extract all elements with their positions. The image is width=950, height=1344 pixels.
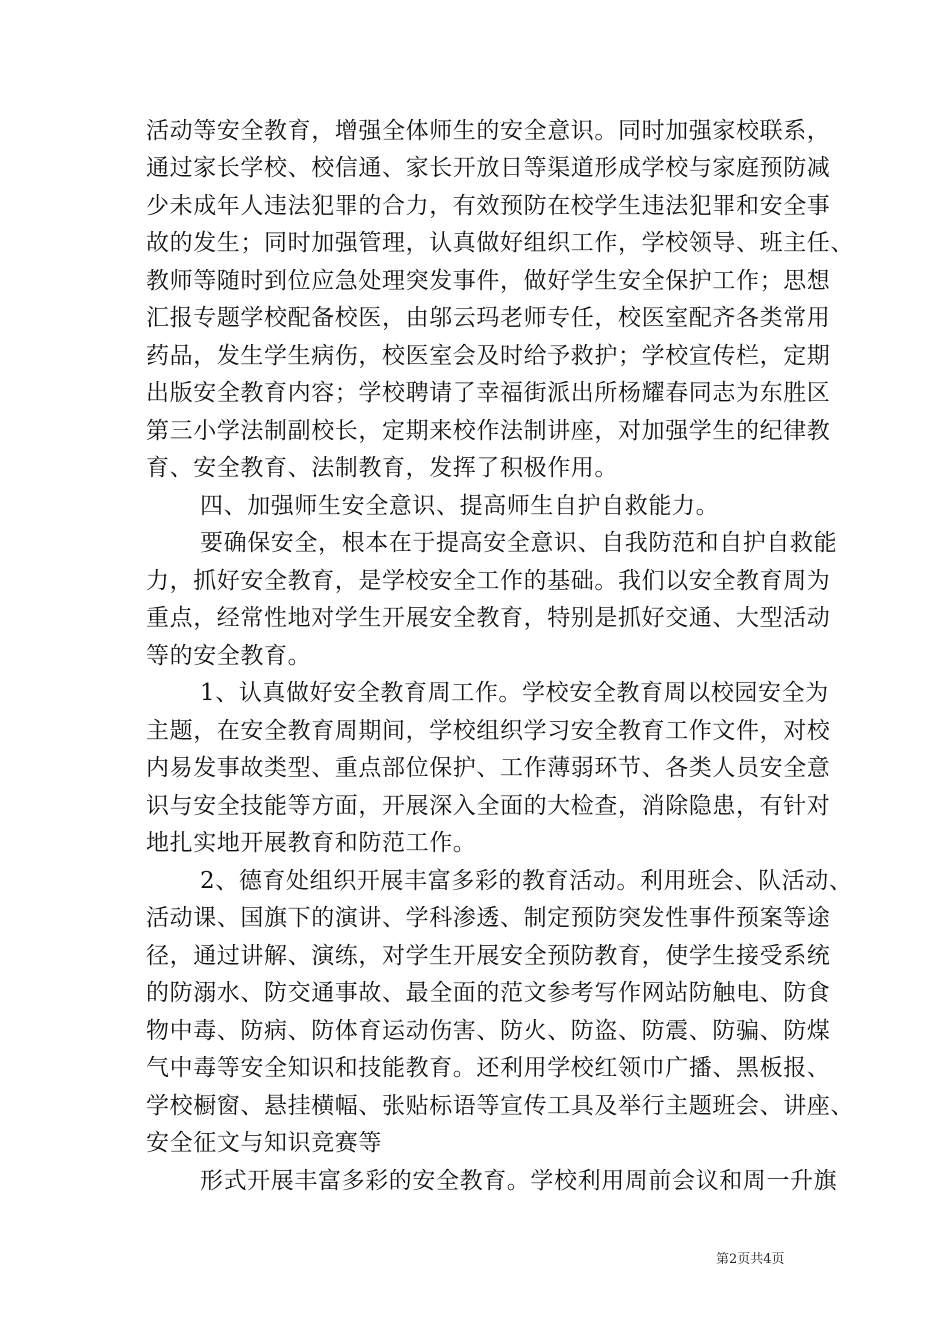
text-line: 要确保安全，根本在于提高安全意识、自我防范和自护自救能 (200, 530, 838, 556)
text-line: 教师等随时到位应急处理突发事件，做好学生安全保护工作；思想 (146, 268, 831, 294)
page-number: 第2页共4页 (716, 1252, 785, 1267)
text-line: 的防溺水、防交通事故、最全面的范文参考写作网站防触电、防食 (146, 980, 831, 1006)
text-line: 药品，发生学生病伤，校医室会及时给予救护；学校宣传栏，定期 (146, 343, 831, 369)
text-line: 育、安全教育、法制教育，发挥了积极作用。 (146, 455, 618, 481)
text-line: 重点，经常性地对学生开展安全教育，特别是抓好交通、大型活动 (146, 605, 831, 631)
text-line: 学校橱窗、悬挂横幅、张贴标语等宣传工具及举行主题班会、讲座、 (146, 1093, 854, 1119)
text-line: 内易发事故类型、重点部位保护、工作薄弱环节、各类人员安全意 (146, 755, 831, 781)
text-line: 径，通过讲解、演练，对学生开展安全预防教育，使学生接受系统 (146, 943, 831, 969)
text-line: 等的安全教育。 (146, 643, 312, 669)
text-line: 安全征文与知识竞赛等 (146, 1130, 382, 1156)
text-line: 活动等安全教育，增强全体师生的安全意识。同时加强家校联系， (146, 118, 831, 144)
text-line: 活动课、国旗下的演讲、学科渗透、制定预防突发性事件预案等途 (146, 905, 831, 931)
text-line: 出版安全教育内容；学校聘请了幸福街派出所杨耀春同志为东胜区 (146, 380, 831, 406)
text-line: 识与安全技能等方面，开展深入全面的大检查，消除隐患，有针对 (146, 793, 831, 819)
text-line: 气中毒等安全知识和技能教育。还利用学校红领巾广播、黑板报、 (146, 1055, 831, 1081)
text-line: 形式开展丰富多彩的安全教育。学校利用周前会议和周一升旗 (200, 1168, 838, 1194)
text-line: 少未成年人违法犯罪的合力，有效预防在校学生违法犯罪和安全事 (146, 193, 831, 219)
text-line: 地扎实地开展教育和防范工作。 (146, 830, 477, 856)
text-line: 物中毒、防病、防体育运动伤害、防火、防盗、防震、防骗、防煤 (146, 1018, 831, 1044)
text-line: 通过家长学校、校信通、家长开放日等渠道形成学校与家庭预防减 (146, 155, 831, 181)
text-line: 汇报专题学校配备校医，由邬云玛老师专任，校医室配齐各类常用 (146, 305, 831, 331)
text-line: 主题，在安全教育周期间，学校组织学习安全教育工作文件，对校 (146, 718, 831, 744)
text-line: 故的发生；同时加强管理，认真做好组织工作，学校领导、班主任、 (146, 230, 854, 256)
text-line: 第三小学法制副校长，定期来校作法制讲座，对加强学生的纪律教 (146, 418, 831, 444)
text-line: 1、认真做好安全教育周工作。学校安全教育周以校园安全为 (200, 680, 829, 706)
section-heading: 四、加强师生安全意识、提高师生自护自救能力。 (200, 493, 720, 519)
text-line: 力，抓好安全教育，是学校安全工作的基础。我们以安全教育周为 (146, 568, 831, 594)
text-line: 2、德育处组织开展丰富多彩的教育活动。利用班会、队活动、 (200, 868, 853, 894)
